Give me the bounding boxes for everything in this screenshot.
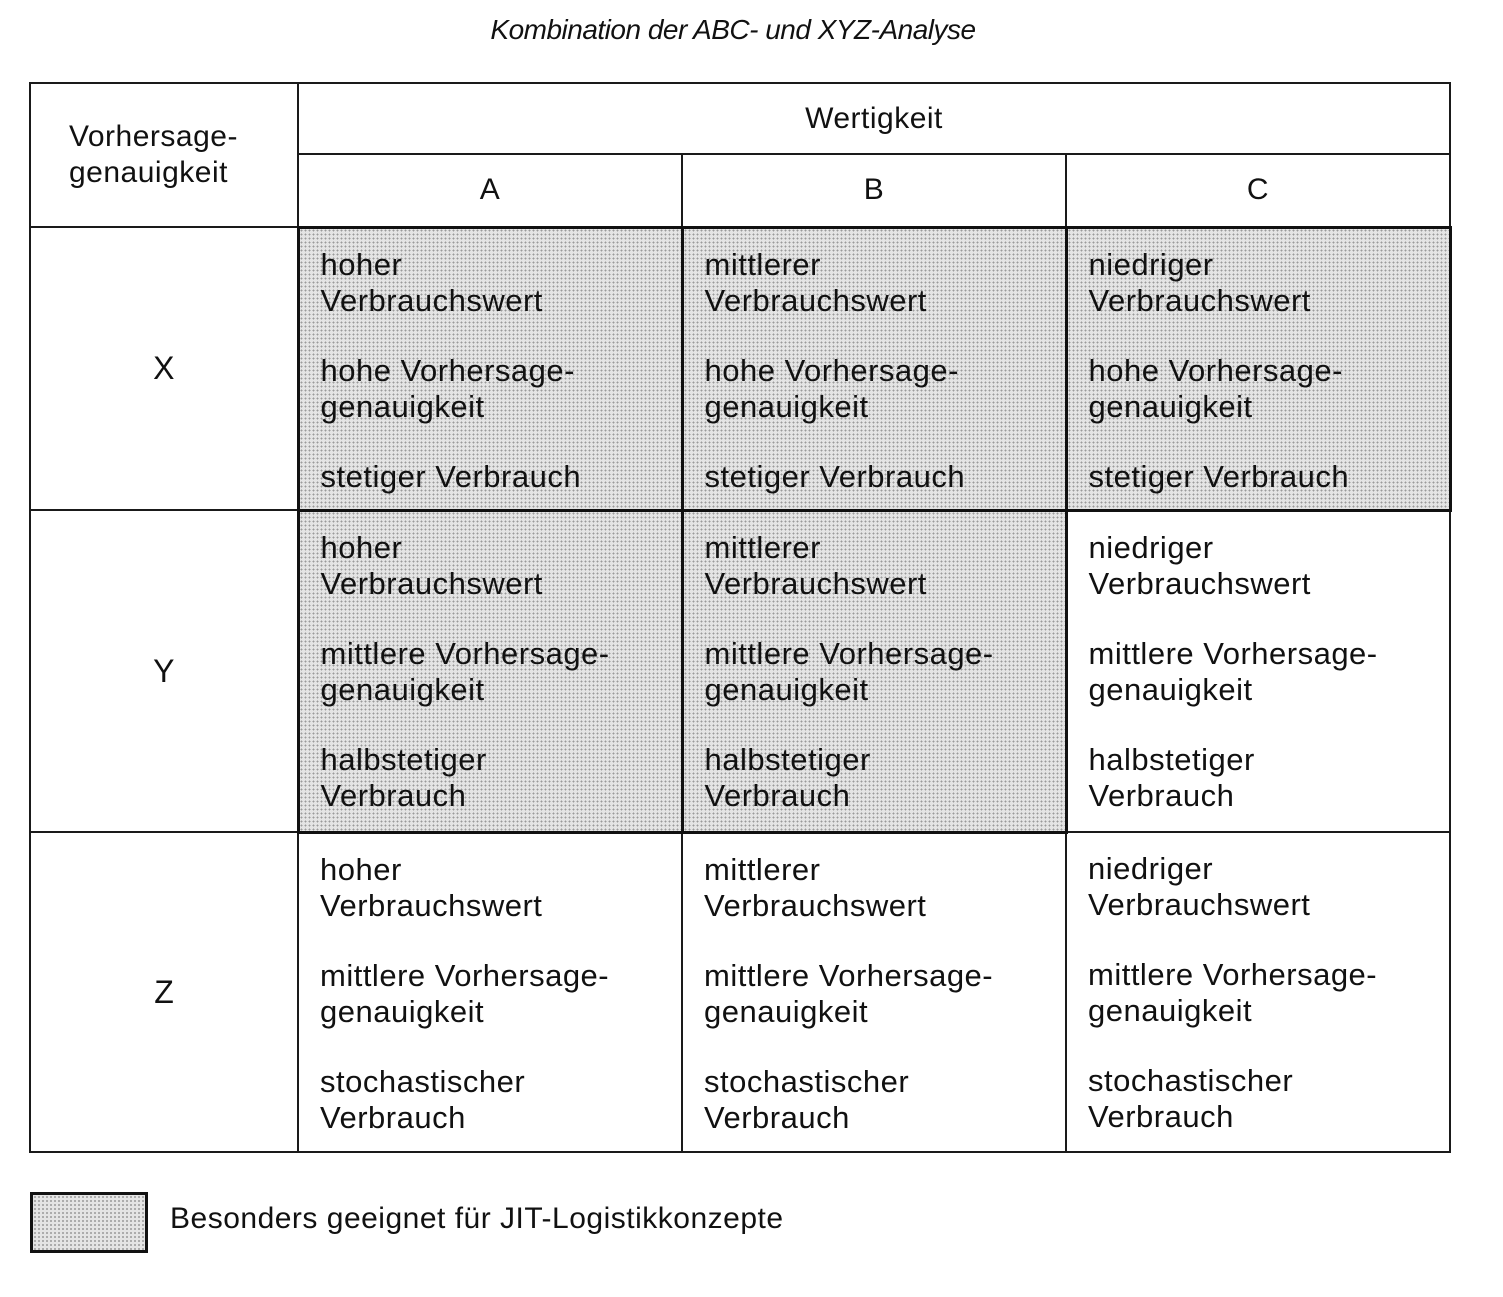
cell-text-line: Verbrauchswert xyxy=(704,282,927,318)
cell-text-line: Verbrauch xyxy=(704,777,851,813)
cell-text-line: Verbrauchswert xyxy=(320,565,543,601)
cell-text-line: Verbrauch xyxy=(320,1099,466,1135)
abc-xyz-matrix xyxy=(29,82,1452,1153)
cell-text-line: mittlere Vorhersage- xyxy=(320,957,610,993)
cell-attribute xyxy=(321,742,681,814)
column-header-b: B xyxy=(682,154,1066,227)
row-label-y: Y xyxy=(30,510,298,832)
cell-text-line: hohe Vorhersage- xyxy=(704,352,959,388)
cell-text-line: genauigkeit xyxy=(704,671,869,707)
cell-attribute xyxy=(705,247,1065,319)
cell-text-line: Verbrauchswert xyxy=(704,887,927,923)
cell-text-line: mittlere Vorhersage- xyxy=(320,635,610,671)
cell-text-line: niedriger xyxy=(1088,529,1214,565)
cell-text-line: halbstetiger xyxy=(320,741,487,777)
cell-text-line: genauigkeit xyxy=(704,388,869,424)
cell-attribute xyxy=(1088,851,1449,923)
table-title: Kombination der ABC- und XYZ-Analyse xyxy=(490,14,976,45)
cell-text-line: halbstetiger xyxy=(704,741,871,777)
corner-line-2: genauigkeit xyxy=(69,156,228,189)
cell-attribute xyxy=(1089,353,1449,425)
cell-text-line: Verbrauch xyxy=(1088,1099,1234,1134)
cell-attribute xyxy=(321,636,681,708)
matrix-cell xyxy=(298,227,682,510)
cell-text-line: genauigkeit xyxy=(1088,671,1253,707)
cell-attribute xyxy=(705,530,1065,602)
row-label-z: Z xyxy=(30,832,298,1152)
table-row-x xyxy=(30,227,1450,510)
cell-attribute xyxy=(1089,459,1449,495)
cell-text-line: mittlerer xyxy=(704,851,821,887)
legend-label: Besonders geeignet für JIT-Logistikkonzepte xyxy=(170,1202,784,1235)
cell-attribute xyxy=(704,1064,1065,1136)
cell-text-line: stochastischer xyxy=(320,1063,526,1099)
legend-swatch xyxy=(30,1192,148,1253)
cell-text-line: hoher xyxy=(320,246,403,282)
cell-text-line: mittlere Vorhersage- xyxy=(704,957,994,993)
matrix-cell xyxy=(682,227,1066,510)
cell-attribute xyxy=(1088,1063,1449,1135)
row-label-x: X xyxy=(30,227,298,510)
cell-attribute xyxy=(321,247,681,319)
matrix-cell xyxy=(682,832,1066,1152)
cell-text-line: halbstetiger xyxy=(1088,741,1255,777)
cell-text-line: hohe Vorhersage- xyxy=(1088,352,1343,388)
cell-attribute xyxy=(705,459,1065,495)
cell-attribute xyxy=(1089,247,1449,319)
cell-text-line: Verbrauch xyxy=(320,777,467,813)
cell-text-line: mittlerer xyxy=(704,246,821,282)
cell-attribute xyxy=(321,530,681,602)
table-row-z xyxy=(30,832,1450,1152)
header-row-group xyxy=(30,83,1450,154)
column-header-a: A xyxy=(298,154,682,227)
cell-text-line: genauigkeit xyxy=(1088,993,1253,1028)
table-row-y xyxy=(30,510,1450,832)
cell-text-line: mittlere Vorhersage- xyxy=(704,635,994,671)
cell-text-line: stochastischer xyxy=(704,1063,910,1099)
cell-text-line: mittlerer xyxy=(704,529,821,565)
cell-text-line: Verbrauch xyxy=(704,1099,850,1135)
cell-attribute xyxy=(320,1064,681,1136)
cell-attribute xyxy=(1089,636,1450,708)
cell-attribute xyxy=(704,958,1065,1030)
cell-text-line: stetiger Verbrauch xyxy=(704,458,966,494)
cell-text-line: mittlere Vorhersage- xyxy=(1088,957,1378,992)
cell-text-line: niedriger xyxy=(1088,851,1214,886)
matrix-cell xyxy=(298,832,682,1152)
cell-text-line: genauigkeit xyxy=(320,993,485,1029)
header-value-group: Wertigkeit xyxy=(298,83,1450,154)
cell-text-line: stochastischer xyxy=(1088,1063,1294,1098)
cell-text-line: hoher xyxy=(320,851,402,887)
cell-text-line: niedriger xyxy=(1088,246,1214,282)
cell-text-line: hoher xyxy=(320,529,403,565)
cell-text-line: genauigkeit xyxy=(320,671,485,707)
cell-attribute xyxy=(1089,742,1450,814)
cell-text-line: Verbrauch xyxy=(1088,777,1235,813)
cell-attribute xyxy=(320,852,681,924)
matrix-cell xyxy=(1066,832,1450,1152)
matrix-cell xyxy=(1066,227,1450,510)
matrix-cell xyxy=(298,510,682,832)
cell-text-line: genauigkeit xyxy=(320,388,485,424)
cell-text-line: hohe Vorhersage- xyxy=(320,352,575,388)
cell-text-line: Verbrauchswert xyxy=(1088,887,1311,922)
matrix-cell xyxy=(1066,510,1450,832)
cell-text-line: Verbrauchswert xyxy=(320,887,543,923)
cell-attribute xyxy=(705,636,1065,708)
cell-text-line: genauigkeit xyxy=(704,993,869,1029)
cell-attribute xyxy=(321,353,681,425)
cell-attribute xyxy=(705,353,1065,425)
cell-text-line: genauigkeit xyxy=(1088,388,1253,424)
cell-text-line: stetiger Verbrauch xyxy=(1088,458,1350,494)
matrix-cell xyxy=(682,510,1066,832)
corner-line-1: Vorhersage- xyxy=(69,120,238,153)
cell-text-line: Verbrauchswert xyxy=(320,282,543,318)
cell-text-line: Verbrauchswert xyxy=(1088,282,1311,318)
cell-attribute xyxy=(704,852,1065,924)
cell-attribute xyxy=(1089,530,1450,602)
cell-text-line: stetiger Verbrauch xyxy=(320,458,582,494)
cell-attribute xyxy=(321,459,681,495)
cell-attribute xyxy=(705,742,1065,814)
cell-text-line: mittlere Vorhersage- xyxy=(1088,635,1378,671)
cell-attribute xyxy=(320,958,681,1030)
cell-attribute xyxy=(1088,957,1449,1029)
cell-text-line: Verbrauchswert xyxy=(1088,565,1311,601)
column-header-c: C xyxy=(1066,154,1450,227)
cell-text-line: Verbrauchswert xyxy=(704,565,927,601)
header-forecast-accuracy xyxy=(30,83,298,227)
